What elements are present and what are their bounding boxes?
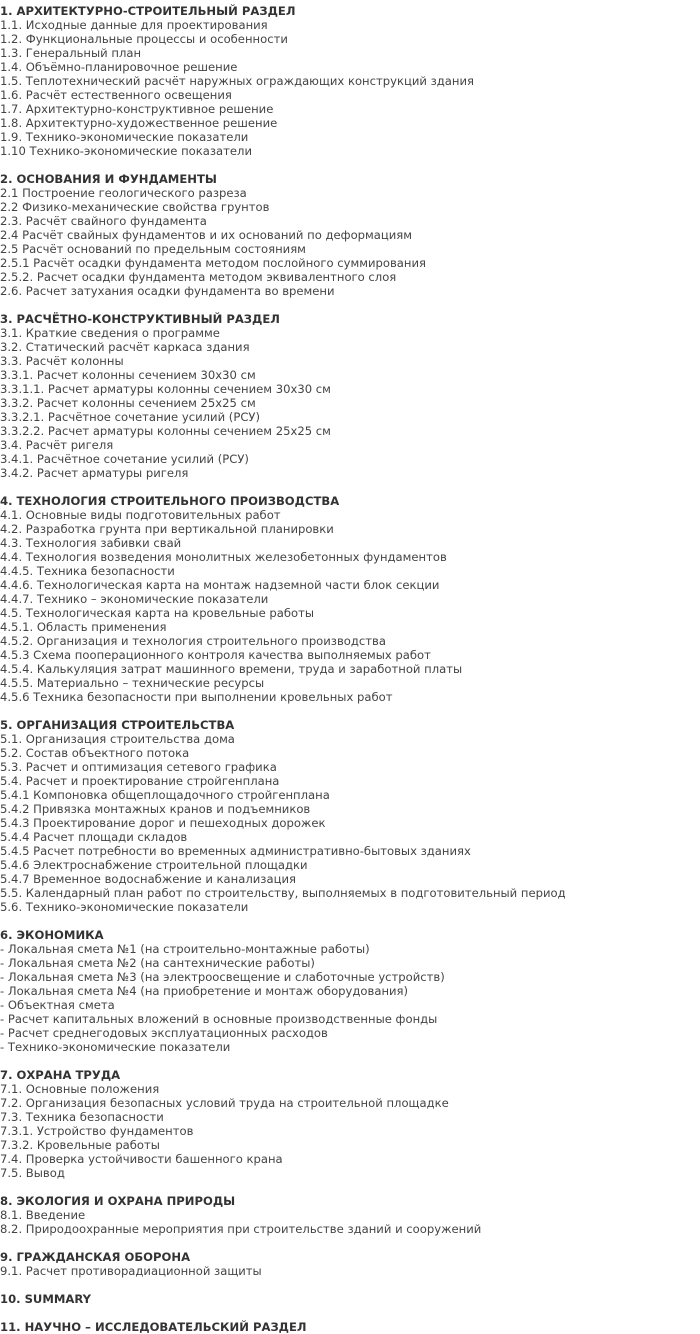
- toc-item: 4.1. Основные виды подготовительных работ: [0, 508, 281, 522]
- toc-item: - Объектная смета: [0, 998, 115, 1012]
- toc-item: 3.3.2. Расчет колонны сечением 25х25 см: [0, 396, 256, 410]
- toc-item: - Локальная смета №4 (на приобретение и монтаж оборудования): [0, 984, 409, 998]
- toc-item: 3.4. Расчёт ригеля: [0, 438, 114, 452]
- toc-section: [0, 718, 700, 914]
- toc-item: 4.4.6. Технологическая карта на монтаж надземной части блок секции: [0, 578, 440, 592]
- toc-item: 3.2. Статический расчёт каркаса здания: [0, 340, 250, 354]
- toc-item: - Расчет среднегодовых эксплуатационных расходов: [0, 1026, 328, 1040]
- toc-section: [0, 494, 700, 704]
- toc-item: 8.1. Введение: [0, 1208, 86, 1222]
- toc-item: 4.5.4. Калькуляция затрат машинного времени, труда и заработной платы: [0, 662, 463, 676]
- toc-item: 4.2. Разработка грунта при вертикальной планировки: [0, 522, 334, 536]
- toc-item: 7.3.1. Устройство фундаментов: [0, 1124, 194, 1138]
- toc-item: 3.3.2.1. Расчётное сочетание усилий (РСУ): [0, 410, 261, 424]
- toc-section: [0, 172, 700, 298]
- toc-item: 4.3. Технология забивки свай: [0, 536, 182, 550]
- toc-item: - Расчет капитальных вложений в основные производственные фонды: [0, 1012, 438, 1026]
- toc-item: 3.3.2.2. Расчет арматуры колонны сечением 25х25 см: [0, 424, 331, 438]
- toc-section: [0, 928, 700, 1054]
- toc-item: 4.4. Технология возведения монолитных железобетонных фундаментов: [0, 550, 447, 564]
- toc-item: 5.4.2 Привязка монтажных кранов и подъемников: [0, 802, 311, 816]
- section-title: 3. РАСЧЁТНО-КОНСТРУКТИВНЫЙ РАЗДЕЛ: [0, 312, 280, 326]
- toc-section: [0, 312, 700, 480]
- toc-item: 1.4. Объёмно-планировочное решение: [0, 60, 238, 74]
- toc-item: 7.3.2. Кровельные работы: [0, 1138, 160, 1152]
- toc-item: 5.4.6 Электроснабжение строительной площадки: [0, 858, 308, 872]
- toc-item: 1.2. Функциональные процессы и особенности: [0, 32, 288, 46]
- toc-item: 2.1 Построение геологического разреза: [0, 186, 247, 200]
- toc-section: [0, 1320, 700, 1334]
- section-title: 10. SUMMARY: [0, 1292, 92, 1306]
- toc-item: 7.4. Проверка устойчивости башенного крана: [0, 1152, 283, 1166]
- toc-section: [0, 4, 700, 158]
- toc-item: 2.6. Расчет затухания осадки фундамента во времени: [0, 284, 335, 298]
- toc-item: 4.5.2. Организация и технология строительного производства: [0, 634, 386, 648]
- toc-item: 2.5.1 Расчёт осадки фундамента методом послойного суммирования: [0, 256, 427, 270]
- section-title: 1. АРХИТЕКТУРНО-СТРОИТЕЛЬНЫЙ РАЗДЕЛ: [0, 4, 296, 18]
- toc-item: 3.4.2. Расчет арматуры ригеля: [0, 466, 189, 480]
- toc-item: 5.4.7 Временное водоснабжение и канализация: [0, 872, 296, 886]
- section-title: 8. ЭКОЛОГИЯ И ОХРАНА ПРИРОДЫ: [0, 1194, 236, 1208]
- toc-item: 1.9. Технико-экономические показатели: [0, 130, 249, 144]
- toc-item: 1.1. Исходные данные для проектирования: [0, 18, 268, 32]
- section-title: 6. ЭКОНОМИКА: [0, 928, 104, 942]
- section-title: 5. ОРГАНИЗАЦИЯ СТРОИТЕЛЬСТВА: [0, 718, 235, 732]
- toc-item: 2.2 Физико-механические свойства грунтов: [0, 200, 270, 214]
- toc-item: 5.6. Технико-экономические показатели: [0, 900, 249, 914]
- toc-item: 5.5. Календарный план работ по строительству, выполняемых в подготовительный период: [0, 886, 566, 900]
- toc-item: 5.1. Организация строительства дома: [0, 732, 235, 746]
- toc-item: 1.10 Технико-экономические показатели: [0, 144, 252, 158]
- section-title: 2. ОСНОВАНИЯ И ФУНДАМЕНТЫ: [0, 172, 217, 186]
- toc-section: [0, 1250, 700, 1278]
- toc-item: 8.2. Природоохранные мероприятия при строительстве зданий и сооружений: [0, 1222, 482, 1236]
- toc-item: 1.3. Генеральный план: [0, 46, 142, 60]
- toc-item: 2.5 Расчёт оснований по предельным состояниям: [0, 242, 306, 256]
- toc-item: 5.2. Состав объектного потока: [0, 746, 190, 760]
- toc-item: - Локальная смета №3 (на электроосвещение и слаботочные устройств): [0, 970, 445, 984]
- toc-section: [0, 1292, 700, 1306]
- toc-item: 2.3. Расчёт свайного фундамента: [0, 214, 207, 228]
- section-title: 4. ТЕХНОЛОГИЯ СТРОИТЕЛЬНОГО ПРОИЗВОДСТВА: [0, 494, 340, 508]
- toc-item: 5.4.1 Компоновка общеплощадочного стройгенплана: [0, 788, 330, 802]
- toc-item: 5.4.4 Расчет площади складов: [0, 830, 188, 844]
- toc-item: 7.3. Техника безопасности: [0, 1110, 164, 1124]
- toc-item: 4.4.7. Технико – экономические показатели: [0, 592, 269, 606]
- toc-item: 5.4. Расчет и проектирование стройгенплана: [0, 774, 280, 788]
- toc-item: 1.7. Архитектурно-конструктивное решение: [0, 102, 274, 116]
- toc-item: 5.4.5 Расчет потребности во временных административно-бытовых зданиях: [0, 844, 471, 858]
- toc-item: 3.3.1.1. Расчет арматуры колонны сечением 30х30 см: [0, 382, 331, 396]
- toc-item: 1.5. Теплотехнический расчёт наружных ограждающих конструкций здания: [0, 74, 474, 88]
- toc-item: 7.5. Вывод: [0, 1166, 65, 1180]
- toc-item: - Локальная смета №2 (на сантехнические работы): [0, 956, 315, 970]
- toc-item: 9.1. Расчет противорадиационной защиты: [0, 1264, 262, 1278]
- toc-item: 4.5. Технологическая карта на кровельные работы: [0, 606, 315, 620]
- toc-item: 4.5.3 Схема пооперационного контроля качества выполняемых работ: [0, 648, 431, 662]
- toc-item: 4.5.6 Техника безопасности при выполнении кровельных работ: [0, 690, 393, 704]
- section-title: 7. ОХРАНА ТРУДА: [0, 1068, 121, 1082]
- toc-item: 4.5.5. Материально – технические ресурсы: [0, 676, 265, 690]
- toc-item: 3.3. Расчёт колонны: [0, 354, 124, 368]
- toc-item: 1.8. Архитектурно-художественное решение: [0, 116, 278, 130]
- toc-item: 5.4.3 Проектирование дорог и пешеходных дорожек: [0, 816, 326, 830]
- toc-item: 7.1. Основные положения: [0, 1082, 160, 1096]
- toc-item: 3.3.1. Расчет колонны сечением 30х30 см: [0, 368, 256, 382]
- toc-section: [0, 1068, 700, 1180]
- toc-item: 1.6. Расчёт естественного освещения: [0, 88, 232, 102]
- toc-item: 5.3. Расчет и оптимизация сетевого графика: [0, 760, 277, 774]
- toc-item: - Технико-экономические показатели: [0, 1040, 231, 1054]
- toc-item: 2.5.2. Расчет осадки фундамента методом эквивалентного слоя: [0, 270, 397, 284]
- toc-item: 4.5.1. Область применения: [0, 620, 167, 634]
- toc-section: [0, 1194, 700, 1236]
- section-title: 11. НАУЧНО – ИССЛЕДОВАТЕЛЬСКИЙ РАЗДЕЛ: [0, 1320, 307, 1334]
- toc-item: 7.2. Организация безопасных условий труда на строительной площадке: [0, 1096, 449, 1110]
- toc-item: - Локальная смета №1 (на строительно-монтажные работы): [0, 942, 370, 956]
- toc-item: 2.4 Расчёт свайных фундаментов и их оснований по деформациям: [0, 228, 413, 242]
- toc-item: 4.4.5. Техника безопасности: [0, 564, 175, 578]
- toc-item: 3.4.1. Расчётное сочетание усилий (РСУ): [0, 452, 249, 466]
- section-title: 9. ГРАЖДАНСКАЯ ОБОРОНА: [0, 1250, 191, 1264]
- toc-item: 3.1. Краткие сведения о программе: [0, 326, 220, 340]
